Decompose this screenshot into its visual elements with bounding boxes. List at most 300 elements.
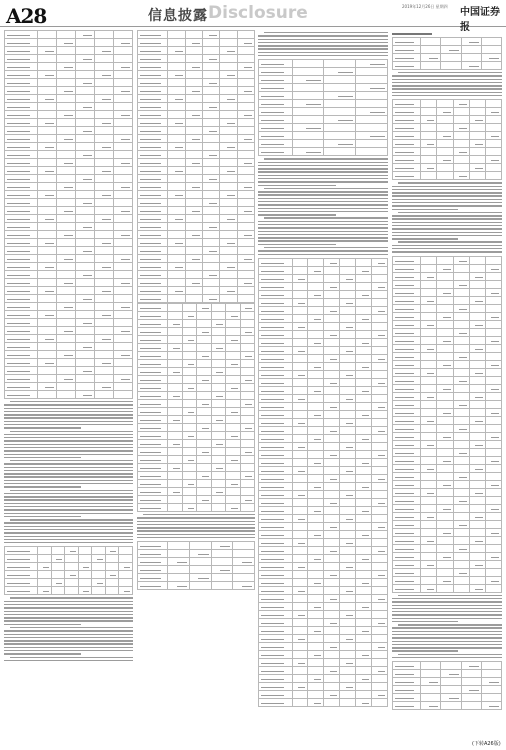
- table-cell: [185, 239, 202, 247]
- text-line: [392, 202, 502, 203]
- disclosure-table: [392, 99, 502, 180]
- table-cell: [259, 116, 293, 124]
- table-cell: [437, 304, 453, 312]
- table-cell: [92, 587, 106, 595]
- table-cell: [259, 450, 293, 458]
- table-cell: [292, 306, 308, 314]
- text-line: [4, 624, 81, 625]
- table-row: [138, 582, 255, 590]
- table-cell: [57, 119, 76, 127]
- table-row: [138, 183, 255, 191]
- table-cell: [38, 199, 57, 207]
- table-cell: [259, 378, 293, 386]
- table-row: [393, 320, 502, 328]
- table-cell: [57, 319, 76, 327]
- table-cell: [240, 416, 254, 424]
- table-cell: [226, 376, 240, 384]
- table-cell: [168, 312, 182, 320]
- table-cell: [340, 282, 356, 290]
- table-cell: [437, 560, 453, 568]
- table-cell: [138, 143, 168, 151]
- table-cell: [5, 303, 38, 311]
- table-cell: [421, 264, 437, 272]
- text-line: [264, 158, 388, 159]
- table-cell: [356, 546, 372, 554]
- table-cell: [292, 394, 308, 402]
- table-cell: [340, 330, 356, 338]
- table-cell: [95, 367, 114, 375]
- table-cell: [78, 579, 92, 587]
- text-line: [4, 536, 133, 537]
- table-cell: [393, 384, 421, 392]
- table-cell: [421, 108, 437, 116]
- table-cell: [292, 698, 308, 706]
- table-row: [5, 39, 133, 47]
- table-cell: [211, 550, 233, 558]
- table-row: [393, 662, 502, 670]
- table-row: [393, 384, 502, 392]
- table-cell: [437, 312, 453, 320]
- table-row: [259, 314, 388, 322]
- table-cell: [308, 298, 324, 306]
- table-cell: [211, 464, 225, 472]
- table-cell: [469, 148, 485, 156]
- table-cell: [372, 482, 388, 490]
- table-cell: [57, 103, 76, 111]
- table-cell: [240, 336, 254, 344]
- table-row: [393, 352, 502, 360]
- table-cell: [203, 191, 220, 199]
- table-row: [138, 400, 255, 408]
- table-cell: [259, 298, 293, 306]
- table-row: [259, 546, 388, 554]
- table-cell: [324, 354, 340, 362]
- table-cell: [308, 610, 324, 618]
- table-cell: [57, 367, 76, 375]
- table-cell: [57, 255, 76, 263]
- table-cell: [308, 330, 324, 338]
- table-cell: [203, 151, 220, 159]
- table-cell: [453, 352, 469, 360]
- table-cell: [485, 400, 501, 408]
- text-line: [392, 192, 502, 193]
- table-cell: [105, 555, 119, 563]
- table-row: [138, 392, 255, 400]
- table-cell: [114, 135, 133, 143]
- table-cell: [76, 191, 95, 199]
- text-line: [392, 189, 502, 190]
- table-cell: [203, 183, 220, 191]
- table-cell: [393, 38, 421, 46]
- table-cell: [38, 55, 57, 63]
- table-cell: [469, 488, 485, 496]
- table-cell: [95, 79, 114, 87]
- table-cell: [5, 319, 38, 327]
- table-cell: [324, 698, 340, 706]
- table-cell: [38, 555, 52, 563]
- table-cell: [372, 354, 388, 362]
- text-line: [398, 212, 502, 213]
- table-row: [5, 167, 133, 175]
- table-cell: [51, 571, 65, 579]
- table-cell: [114, 367, 133, 375]
- table-row: [259, 76, 388, 84]
- table-cell: [168, 255, 185, 263]
- table-cell: [259, 306, 293, 314]
- table-cell: [197, 352, 211, 360]
- text-line: [398, 624, 502, 625]
- table-cell: [324, 338, 340, 346]
- table-row: [138, 87, 255, 95]
- table-cell: [138, 279, 168, 287]
- table-cell: [203, 231, 220, 239]
- table-cell: [372, 610, 388, 618]
- table-row: [5, 231, 133, 239]
- table-cell: [437, 488, 453, 496]
- table-cell: [421, 488, 437, 496]
- table-cell: [308, 418, 324, 426]
- table-cell: [469, 156, 485, 164]
- table-cell: [226, 472, 240, 480]
- table-cell: [469, 512, 485, 520]
- table-cell: [393, 100, 421, 108]
- table-cell: [372, 458, 388, 466]
- table-cell: [138, 424, 168, 432]
- table-cell: [437, 124, 453, 132]
- table-cell: [292, 450, 308, 458]
- table-cell: [138, 127, 168, 135]
- table-cell: [138, 320, 168, 328]
- table-cell: [437, 384, 453, 392]
- table-cell: [38, 119, 57, 127]
- table-cell: [292, 124, 324, 132]
- table-cell: [237, 103, 254, 111]
- table-cell: [308, 338, 324, 346]
- table-cell: [5, 375, 38, 383]
- table-cell: [437, 448, 453, 456]
- table-cell: [138, 39, 168, 47]
- table-cell: [393, 440, 421, 448]
- table-cell: [324, 258, 340, 266]
- table-cell: [259, 402, 293, 410]
- table-cell: [372, 282, 388, 290]
- table-row: [5, 159, 133, 167]
- table-cell: [114, 31, 133, 39]
- table-cell: [372, 466, 388, 474]
- table-cell: [203, 167, 220, 175]
- table-cell: [185, 279, 202, 287]
- table-cell: [485, 156, 501, 164]
- table-cell: [340, 458, 356, 466]
- table-cell: [340, 666, 356, 674]
- disclosure-table: [137, 541, 255, 590]
- table-cell: [437, 576, 453, 584]
- table-cell: [469, 568, 485, 576]
- table-cell: [485, 132, 501, 140]
- table-cell: [421, 456, 437, 464]
- table-cell: [324, 100, 356, 108]
- table-cell: [356, 274, 372, 282]
- table-cell: [453, 552, 469, 560]
- table-cell: [51, 547, 65, 555]
- table-row: [393, 670, 502, 678]
- text-line: [4, 634, 133, 635]
- table-cell: [340, 578, 356, 586]
- table-cell: [485, 116, 501, 124]
- table-cell: [324, 570, 340, 578]
- table-cell: [57, 231, 76, 239]
- table-cell: [138, 255, 168, 263]
- table-cell: [421, 54, 441, 62]
- column-4: [392, 30, 502, 710]
- table-cell: [308, 426, 324, 434]
- text-line: [258, 211, 388, 212]
- text-line: [392, 657, 502, 658]
- table-cell: [168, 127, 185, 135]
- table-row: [138, 119, 255, 127]
- table-cell: [356, 108, 388, 116]
- table-cell: [292, 76, 324, 84]
- table-cell: [168, 287, 185, 295]
- table-cell: [76, 87, 95, 95]
- table-cell: [197, 384, 211, 392]
- table-cell: [237, 295, 254, 303]
- table-cell: [340, 586, 356, 594]
- table-cell: [76, 247, 95, 255]
- table-cell: [421, 328, 437, 336]
- table-cell: [57, 111, 76, 119]
- table-cell: [240, 400, 254, 408]
- text-line: [258, 175, 388, 176]
- text-line: [258, 234, 388, 235]
- table-row: [138, 191, 255, 199]
- table-row: [138, 151, 255, 159]
- table-row: [393, 264, 502, 272]
- text-line: [258, 55, 388, 56]
- table-cell: [5, 263, 38, 271]
- table-cell: [168, 167, 185, 175]
- table-cell: [5, 327, 38, 335]
- table-row: [259, 618, 388, 626]
- table-cell: [324, 386, 340, 394]
- table-cell: [469, 552, 485, 560]
- text-line: [4, 532, 133, 533]
- table-cell: [469, 264, 485, 272]
- table-cell: [421, 148, 437, 156]
- table-cell: [372, 362, 388, 370]
- table-cell: [220, 119, 237, 127]
- table-cell: [356, 410, 372, 418]
- table-row: [5, 239, 133, 247]
- table-row: [138, 255, 255, 263]
- table-row: [5, 555, 133, 563]
- table-cell: [292, 618, 308, 626]
- table-cell: [485, 544, 501, 552]
- table-row: [138, 424, 255, 432]
- table-cell: [182, 368, 196, 376]
- table-cell: [197, 472, 211, 480]
- table-cell: [226, 456, 240, 464]
- table-cell: [182, 432, 196, 440]
- table-cell: [421, 662, 441, 670]
- table-cell: [421, 686, 441, 694]
- table-cell: [168, 550, 190, 558]
- table-cell: [226, 352, 240, 360]
- table-cell: [168, 542, 190, 550]
- table-row: [138, 295, 255, 303]
- text-line: [392, 228, 502, 229]
- table-cell: [185, 31, 202, 39]
- table-cell: [203, 135, 220, 143]
- table-cell: [138, 432, 168, 440]
- table-cell: [226, 480, 240, 488]
- table-row: [5, 119, 133, 127]
- table-cell: [437, 140, 453, 148]
- table-cell: [393, 686, 421, 694]
- table-cell: [292, 506, 308, 514]
- table-cell: [237, 239, 254, 247]
- text-line: [392, 195, 502, 196]
- table-cell: [437, 328, 453, 336]
- table-row: [5, 367, 133, 375]
- table-cell: [57, 359, 76, 367]
- table-cell: [226, 312, 240, 320]
- text-line: [258, 39, 388, 40]
- table-cell: [324, 314, 340, 322]
- table-row: [138, 480, 255, 488]
- table-cell: [469, 304, 485, 312]
- table-cell: [340, 266, 356, 274]
- text-line: [4, 470, 133, 471]
- table-cell: [324, 298, 340, 306]
- table-row: [393, 536, 502, 544]
- text-line: [398, 654, 502, 655]
- table-row: [259, 354, 388, 362]
- table-cell: [259, 394, 293, 402]
- table-cell: [5, 119, 38, 127]
- table-cell: [211, 328, 225, 336]
- table-cell: [259, 602, 293, 610]
- text-line: [4, 437, 133, 438]
- table-cell: [356, 148, 388, 156]
- table-cell: [356, 282, 372, 290]
- table-cell: [308, 578, 324, 586]
- text-line: [392, 637, 502, 638]
- table-cell: [203, 159, 220, 167]
- table-cell: [421, 288, 437, 296]
- table-cell: [168, 239, 185, 247]
- table-cell: [197, 344, 211, 352]
- table-cell: [226, 504, 240, 512]
- table-cell: [226, 360, 240, 368]
- table-cell: [220, 47, 237, 55]
- table-cell: [259, 578, 293, 586]
- table-cell: [259, 346, 293, 354]
- text-line: [4, 506, 133, 507]
- table-cell: [372, 498, 388, 506]
- table-cell: [372, 666, 388, 674]
- table-cell: [485, 584, 501, 592]
- table-cell: [292, 362, 308, 370]
- table-cell: [340, 570, 356, 578]
- table-cell: [308, 410, 324, 418]
- table-cell: [95, 55, 114, 63]
- table-cell: [421, 480, 437, 488]
- table-cell: [220, 95, 237, 103]
- table-row: [138, 416, 255, 424]
- table-row: [259, 514, 388, 522]
- table-cell: [485, 464, 501, 472]
- table-cell: [485, 272, 501, 280]
- table-cell: [308, 586, 324, 594]
- text-line: [137, 521, 255, 522]
- table-cell: [138, 400, 168, 408]
- table-cell: [203, 239, 220, 247]
- table-cell: [240, 320, 254, 328]
- table-cell: [168, 263, 185, 271]
- table-cell: [421, 164, 437, 172]
- table-cell: [421, 272, 437, 280]
- text-line: [4, 630, 133, 631]
- table-row: [259, 642, 388, 650]
- table-cell: [92, 563, 106, 571]
- table-cell: [324, 124, 356, 132]
- table-cell: [469, 384, 485, 392]
- table-cell: [485, 172, 501, 180]
- table-cell: [356, 650, 372, 658]
- table-row: [5, 311, 133, 319]
- table-cell: [485, 320, 501, 328]
- table-cell: [259, 634, 293, 642]
- table-cell: [182, 344, 196, 352]
- table-row: [259, 410, 388, 418]
- table-cell: [95, 311, 114, 319]
- table-cell: [393, 568, 421, 576]
- table-cell: [356, 682, 372, 690]
- table-cell: [259, 140, 293, 148]
- table-cell: [38, 63, 57, 71]
- table-cell: [421, 432, 437, 440]
- table-row: [259, 522, 388, 530]
- table-cell: [211, 424, 225, 432]
- table-cell: [138, 167, 168, 175]
- table-cell: [485, 432, 501, 440]
- table-row: [259, 92, 388, 100]
- table-cell: [38, 79, 57, 87]
- table-cell: [292, 690, 308, 698]
- table-cell: [340, 618, 356, 626]
- table-row: [138, 135, 255, 143]
- table-row: [138, 247, 255, 255]
- table-cell: [237, 223, 254, 231]
- table-cell: [437, 536, 453, 544]
- table-cell: [211, 392, 225, 400]
- table-cell: [38, 167, 57, 175]
- table-cell: [356, 132, 388, 140]
- table-cell: [138, 550, 168, 558]
- table-cell: [308, 402, 324, 410]
- disclosure-table: [392, 661, 502, 710]
- table-cell: [393, 694, 421, 702]
- table-cell: [324, 76, 356, 84]
- table-cell: [76, 207, 95, 215]
- table-cell: [95, 63, 114, 71]
- table-cell: [237, 111, 254, 119]
- table-cell: [38, 351, 57, 359]
- table-cell: [292, 346, 308, 354]
- table-cell: [259, 258, 293, 266]
- table-cell: [76, 151, 95, 159]
